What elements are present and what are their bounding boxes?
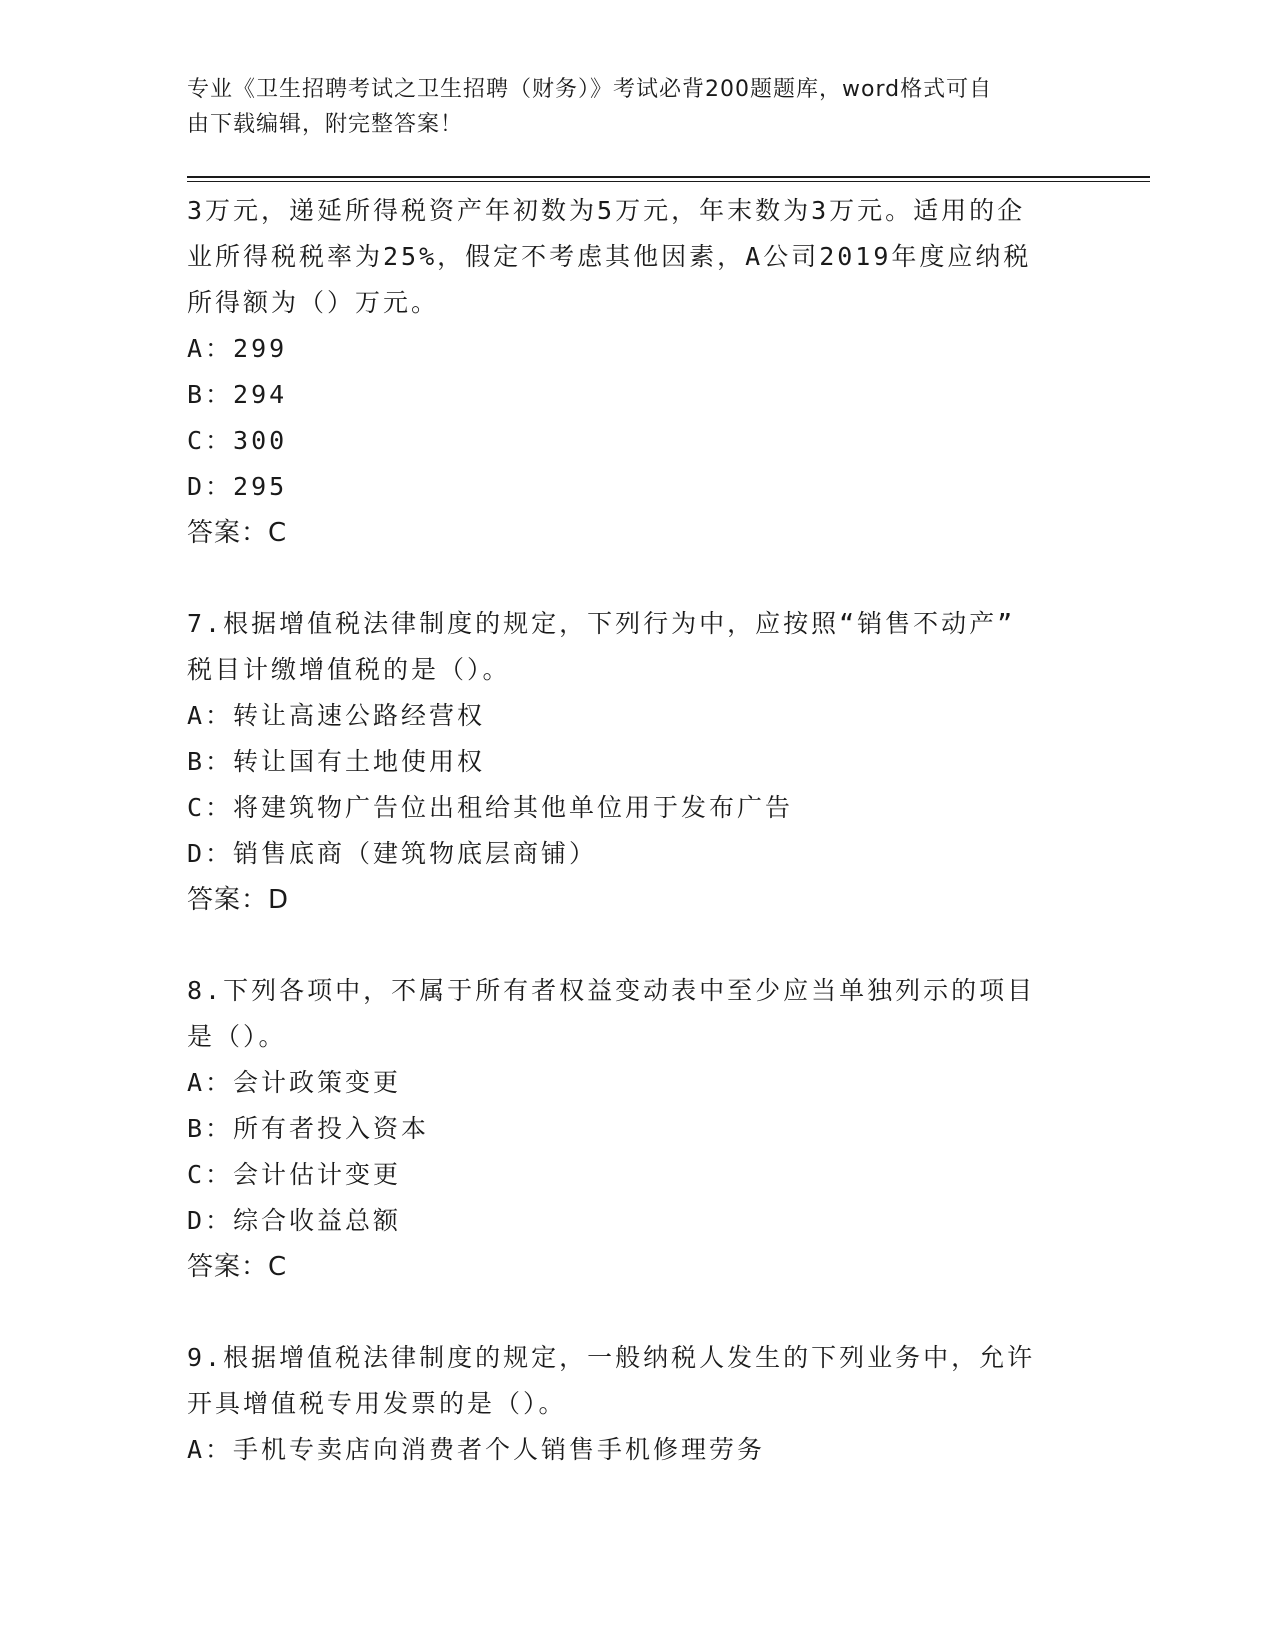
question-spacer [187, 556, 1087, 601]
question-7-stem-line-2: 税目计缴增值税的是（）。 [187, 655, 511, 684]
question-7 [187, 601, 1087, 923]
question-6-answer: 答案：C [187, 518, 288, 548]
question-8-option-a: A：会计政策变更 [187, 1068, 402, 1097]
question-6-stem-line-1: 3万元，递延所得税资产年初数为5万元，年末数为3万元。适用的企 [187, 196, 1026, 225]
question-7-answer: 答案：D [187, 885, 290, 915]
header-line-1: 专业《卫生招聘考试之卫生招聘（财务）》考试必背200题题库，word格式可自 [187, 77, 993, 102]
header-rule-thin [187, 181, 1150, 182]
question-7-option-d: D：销售底商（建筑物底层商铺） [187, 839, 598, 868]
question-8-option-c: C：会计估计变更 [187, 1160, 402, 1189]
question-7-option-a: A：转让高速公路经营权 [187, 701, 486, 730]
question-8 [187, 968, 1087, 1290]
question-9-stem-line-1: 9.根据增值税法律制度的规定，一般纳税人发生的下列业务中，允许 [187, 1343, 1036, 1372]
question-7-option-b: B：转让国有土地使用权 [187, 747, 486, 776]
question-7-option-c: C：将建筑物广告位出租给其他单位用于发布广告 [187, 793, 794, 822]
question-8-option-d: D：综合收益总额 [187, 1206, 402, 1235]
question-spacer [187, 923, 1087, 968]
question-6-option-b: B：294 [187, 380, 288, 409]
question-8-stem-line-1: 8.下列各项中，不属于所有者权益变动表中至少应当单独列示的项目 [187, 976, 1036, 1005]
question-8-stem-line-2: 是（）。 [187, 1022, 287, 1051]
question-6-option-c: C：300 [187, 426, 288, 455]
question-6 [187, 188, 1087, 556]
question-8-answer: 答案：C [187, 1252, 288, 1282]
question-7-stem-line-1: 7.根据增值税法律制度的规定，下列行为中，应按照“销售不动产” [187, 609, 1016, 638]
question-9 [187, 1335, 1087, 1473]
document-header [187, 72, 1067, 142]
question-6-option-d: D：295 [187, 472, 288, 501]
question-9-option-a: A：手机专卖店向消费者个人销售手机修理劳务 [187, 1435, 766, 1464]
header-line-2: 由下载编辑，附完整答案！ [187, 112, 464, 137]
header-rule-thick [187, 176, 1150, 178]
question-list [187, 188, 1087, 1473]
question-9-stem-line-2: 开具增值税专用发票的是（）。 [187, 1389, 567, 1418]
question-8-option-b: B：所有者投入资本 [187, 1114, 430, 1143]
question-6-stem-line-2: 业所得税税率为25%，假定不考虑其他因素，A公司2019年度应纳税 [187, 242, 1032, 271]
question-spacer [187, 1290, 1087, 1335]
question-6-option-a: A：299 [187, 334, 288, 363]
question-6-stem-line-3: 所得额为（）万元。 [187, 288, 440, 317]
